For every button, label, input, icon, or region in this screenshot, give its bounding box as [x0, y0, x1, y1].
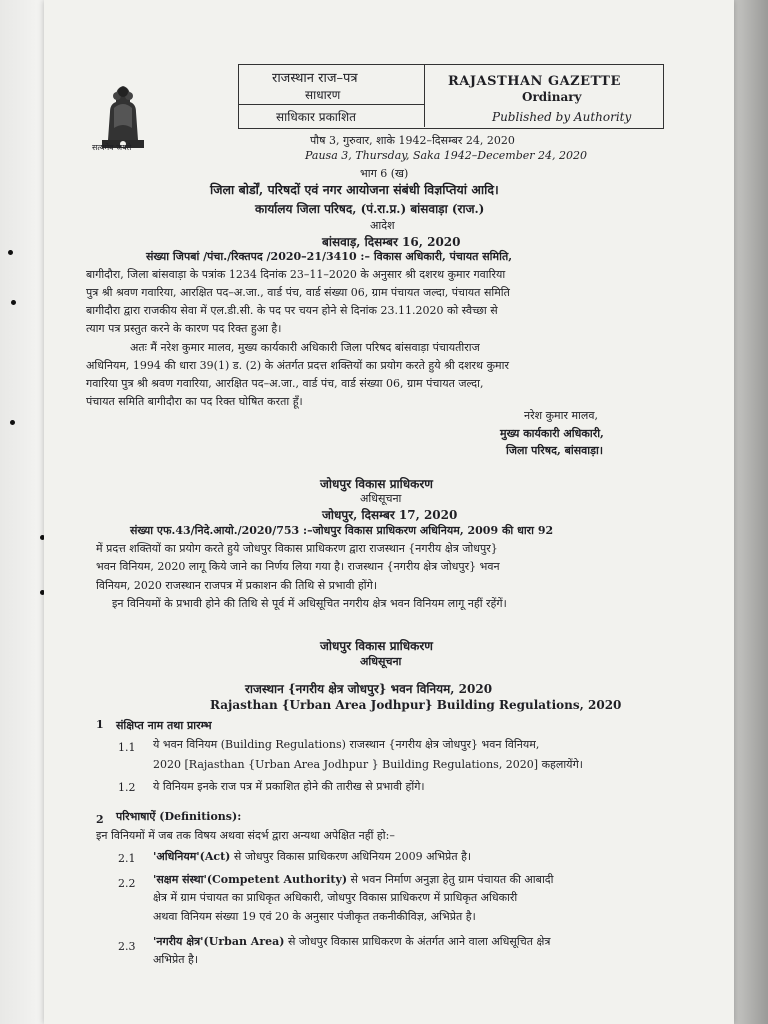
- text-line: बागीदौरा द्वारा राजकीय सेवा में एल.डी.सी. के पद पर चयन होने से दिनांक 23.11.2020 को स्वैच्छा से: [86, 304, 498, 318]
- gazette-title-hindi: राजस्थान राज–पत्र: [272, 71, 358, 86]
- scan-right-shadow: [734, 0, 768, 1024]
- definition-text: से जोधपुर विकास प्राधिकरण के अंतर्गत आने वाला अधिसूचित क्षेत्र: [284, 935, 551, 948]
- published-english: Published by Authority: [492, 110, 632, 124]
- definition-term: 'सक्षम संस्था'(Competent Authority): [153, 873, 348, 886]
- notice-title: अधिसूचना: [360, 655, 402, 668]
- section-title: संक्षिप्त नाम तथा प्रारम्भ: [116, 719, 212, 732]
- text-line: 2020 [Rajasthan {Urban Area Jodhpur } Building Regulations, 2020] कहलायेंगे।: [153, 757, 583, 771]
- clause-number: 2.1: [118, 852, 136, 865]
- published-hindi: साधिकार प्रकाशित: [276, 110, 357, 124]
- regulation-title-english: Rajasthan {Urban Area Jodhpur} Building Regulations, 2020: [210, 698, 622, 712]
- text-line: अभिप्रेत है।: [153, 953, 199, 966]
- text-line: बागीदौरा, जिला बांसवाड़ा के पत्रांक 1234 दिनांक 23–11–2020 के अनुसार श्री दशरथ कुमार गवारिया: [86, 268, 506, 282]
- definitions-intro: इन विनियमों में जब तक विषय अथवा संदर्भ द्वारा अन्यथा अपेक्षित नहीं हो:–: [96, 829, 395, 842]
- clause-number: 1.1: [118, 741, 136, 754]
- signatory-designation: मुख्य कार्यकारी अधिकारी,: [500, 427, 604, 440]
- text-line: विनियम, 2020 राजस्थान राजपत्र में प्रकाशन की तिथि से प्रभावी होंगे।: [96, 578, 378, 592]
- text-line: संख्या एफ.43/निदे.आयो./2020/753 :–जोधपुर विकास प्राधिकरण अधिनियम, 2009 की धारा 92: [130, 524, 554, 537]
- punch-hole-mark: [11, 300, 16, 305]
- text-line: संख्या जिपबां /पंचा./रिक्तपद /2020–21/3410 :– विकास अधिकारी, पंचायत समिति,: [146, 250, 513, 263]
- gazette-title-english: RAJASTHAN GAZETTE: [448, 74, 621, 89]
- section-number: 2: [96, 813, 104, 826]
- gazette-type-hindi: साधारण: [305, 88, 341, 102]
- signatory-name: नरेश कुमार मालव,: [524, 409, 598, 422]
- scan-left-margin: [0, 0, 44, 1024]
- text-line: ये भवन विनियम (Building Regulations) राजस्थान {नगरीय क्षेत्र जोधपुर} भवन विनियम,: [153, 738, 540, 751]
- definition-text: से जोधपुर विकास प्राधिकरण अधिनियम 2009 अभिप्रेत है।: [230, 850, 472, 863]
- text-line: में प्रदत्त शक्तियों का प्रयोग करते हुये जोधपुर विकास प्राधिकरण द्वारा राजस्थान {नगरीय क्षेत्र जोधपुर}: [96, 542, 498, 556]
- text-line: क्षेत्र में ग्राम पंचायत का प्राधिकृत अधिकारी, जोधपुर विकास प्राधिकरण में प्राधिकृत अधिकारी: [153, 891, 518, 904]
- part-label: भाग 6 (ख): [360, 167, 409, 180]
- text-line: अधिनियम, 1994 की धारा 39(1) ड. (2) के अंतर्गत प्रदत्त शक्तियों का प्रयोग करते हुये श्री दशरथ कुमार: [86, 358, 509, 372]
- signatory-office: जिला परिषद, बांसवाड़ा।: [506, 444, 604, 457]
- order-title: आदेश: [370, 219, 395, 232]
- text-line: अतः मैं नरेश कुमार मालव, मुख्य कार्यकारी अधिकारी जिला परिषद बांसवाड़ा पंचायतीराज: [130, 340, 480, 354]
- section-heading: जिला बोर्डों, परिषदों एवं नगर आयोजना संबंधी विज्ञप्तियां आदि।: [210, 182, 499, 197]
- definition-urban-area: [153, 934, 550, 949]
- text-line: पुत्र श्री श्रवण गवारिया, आरक्षित पद–अ.जा., वार्ड पंच, वार्ड संख्या 06, ग्राम पंचायत जल्दा, पंचायत समिति: [86, 286, 510, 300]
- clause-number: 1.2: [118, 781, 136, 794]
- clause-number: 2.2: [118, 877, 136, 890]
- clause-text: ये विनियम इनके राज पत्र में प्रकाशित होने की तारीख से प्रभावी होंगे।: [153, 780, 425, 793]
- punch-hole-mark: [10, 420, 15, 425]
- section-title: परिभाषाऐं (Definitions):: [116, 810, 242, 823]
- clause-number: 2.3: [118, 940, 136, 953]
- regulation-title-hindi: राजस्थान {नगरीय क्षेत्र जोधपुर} भवन विनियम, 2020: [245, 682, 493, 696]
- authority-name: जोधपुर विकास प्राधिकरण: [320, 639, 433, 653]
- punch-hole-mark: [8, 250, 13, 255]
- definition-term: 'अधिनियम'(Act): [153, 850, 231, 863]
- section-number: 1: [96, 718, 104, 731]
- definition-act: [153, 849, 471, 864]
- emblem-motto: सत्यमेव जयते: [92, 143, 132, 152]
- office-name: कार्यालय जिला परिषद, (पं.रा.प्र.) बांसवाड़ा (राज.): [255, 202, 485, 216]
- notice-title: अधिसूचना: [360, 492, 402, 505]
- text-line: इन विनियमों के प्रभावी होने की तिथि से पूर्व में अधिसूचित नगरीय क्षेत्र भवन विनियम लागू नहीं रहेंगें।: [112, 596, 507, 610]
- text-line: पंचायत समिति बागीदौरा का पद रिक्त घोषित करता हूँ।: [86, 394, 303, 408]
- masthead-divider: [238, 104, 424, 105]
- notice-dateline: जोधपुर, दिसम्बर 17, 2020: [322, 508, 458, 522]
- authority-name: जोधपुर विकास प्राधिकरण: [320, 477, 433, 491]
- definition-competent-authority: [153, 872, 554, 887]
- order-dateline: बांसवाड़, दिसम्बर 16, 2020: [322, 235, 461, 249]
- text-line: अथवा विनियम संख्या 19 एवं 20 के अनुसार पंजीकृत तकनीकीविज्ञ, अभिप्रेत है।: [153, 909, 476, 923]
- issue-date-english: Pausa 3, Thursday, Saka 1942–December 24, 2020: [305, 149, 588, 162]
- definition-term: 'नगरीय क्षेत्र'(Urban Area): [153, 935, 285, 948]
- masthead-divider: [424, 64, 425, 127]
- text-line: त्याग पत्र प्रस्तुत करने के कारण पद रिक्त हुआ है।: [86, 322, 282, 336]
- text-line: गवारिया पुत्र श्री श्रवण गवारिया, आरक्षित पद–अ.जा., वार्ड पंच, वार्ड संख्या 06, ग्राम पंचायत जल्दा,: [86, 376, 484, 390]
- gazette-type-english: Ordinary: [522, 90, 582, 104]
- definition-text: से भवन निर्माण अनुज्ञा हेतु ग्राम पंचायत की आबादी: [347, 873, 554, 886]
- issue-date-hindi: पौष 3, गुरुवार, शाके 1942–दिसम्बर 24, 2020: [310, 134, 515, 147]
- text-line: भवन विनियम, 2020 लागू किये जाने का निर्णय लिया गया है। राजस्थान {नगरीय क्षेत्र जोधपुर} भवन: [96, 560, 500, 574]
